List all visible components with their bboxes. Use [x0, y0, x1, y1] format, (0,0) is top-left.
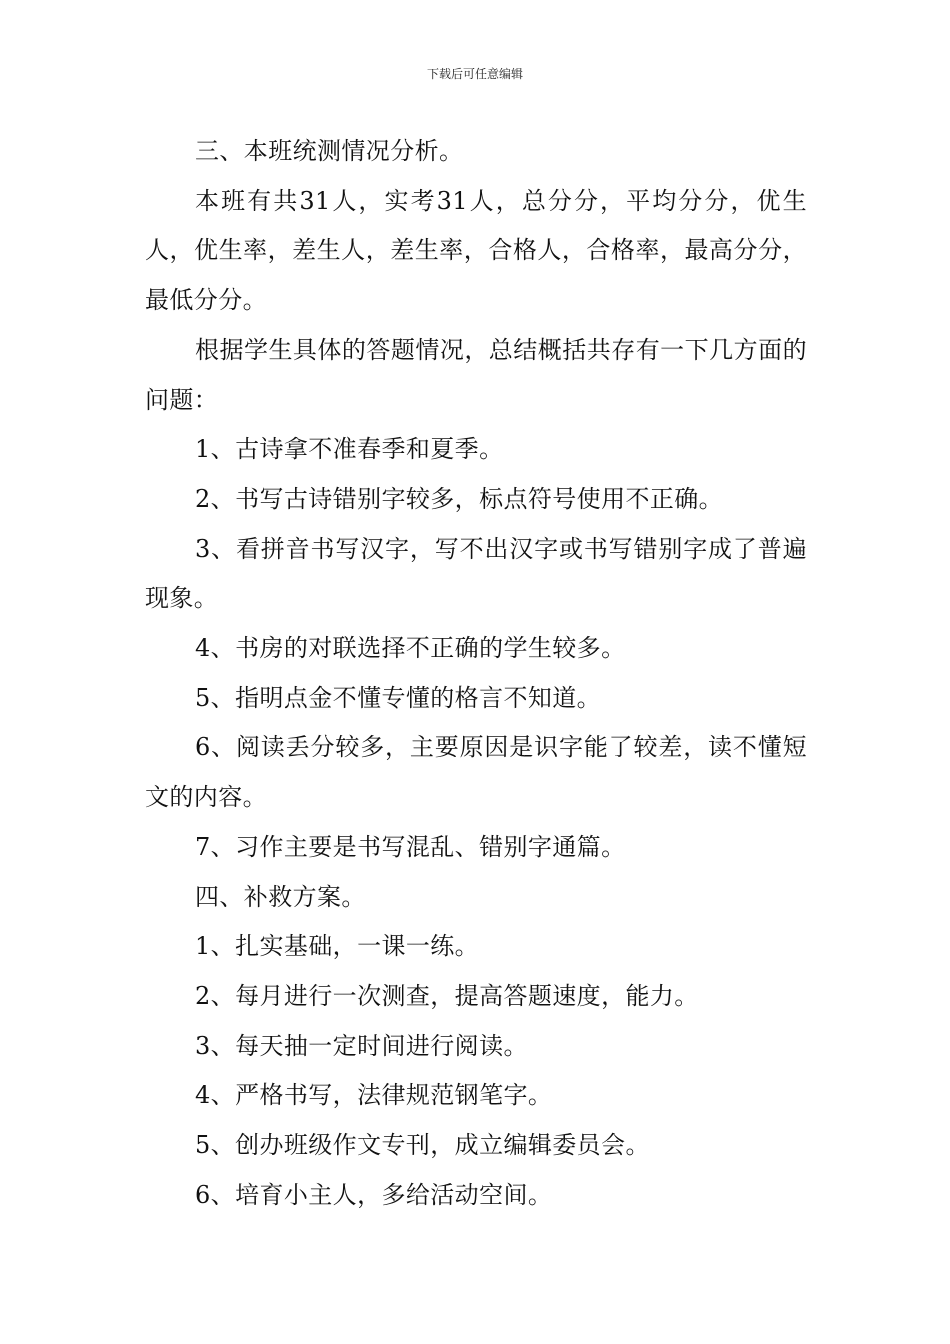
- document-body: [145, 127, 807, 1220]
- remedy-item-1: 1、扎实基础，一课一练。: [195, 932, 480, 961]
- section-heading-remedy: 四、补救方案。: [195, 882, 366, 911]
- problem-item-4: 4、书房的对联选择不正确的学生较多。: [195, 634, 626, 663]
- paragraph-problems-intro: 根据学生具体的答题情况，总结概括共存有一下几方面的问题：: [145, 335, 807, 414]
- problem-item-1: 1、古诗拿不准春季和夏季。: [195, 435, 504, 464]
- problem-item-2: 2、书写古诗错别字较多，标点符号使用不正确。: [195, 484, 724, 513]
- section-heading-analysis: 三、本班统测情况分析。: [195, 137, 464, 165]
- problem-item-7: 7、习作主要是书写混乱、错别字通篇。: [195, 832, 626, 861]
- remedy-item-4: 4、严格书写，法律规范钢笔字。: [195, 1081, 553, 1110]
- paragraph-class-stats: 本班有共31人，实考31人，总分分，平均分分，优生人，优生率，差生人，差生率，合格人，合格率，最高分分，最低分分。: [145, 186, 807, 315]
- remedy-item-2: 2、每月进行一次测查，提高答题速度，能力。: [195, 981, 699, 1010]
- page-header: 下载后可任意编辑: [426, 67, 523, 81]
- problem-item-6: 6、阅读丢分较多，主要原因是识字能了较差，读不懂短文的内容。: [145, 733, 807, 812]
- remedy-item-6: 6、培育小主人，多给活动空间。: [195, 1180, 553, 1209]
- problem-item-5: 5、指明点金不懂专懂的格言不知道。: [195, 683, 602, 712]
- remedy-item-3: 3、每天抽一定时间进行阅读。: [195, 1031, 528, 1060]
- problem-item-3: 3、看拼音书写汉字，写不出汉字或书写错别字成了普遍现象。: [145, 534, 807, 613]
- remedy-item-5: 5、创办班级作文专刊，成立编辑委员会。: [195, 1131, 650, 1160]
